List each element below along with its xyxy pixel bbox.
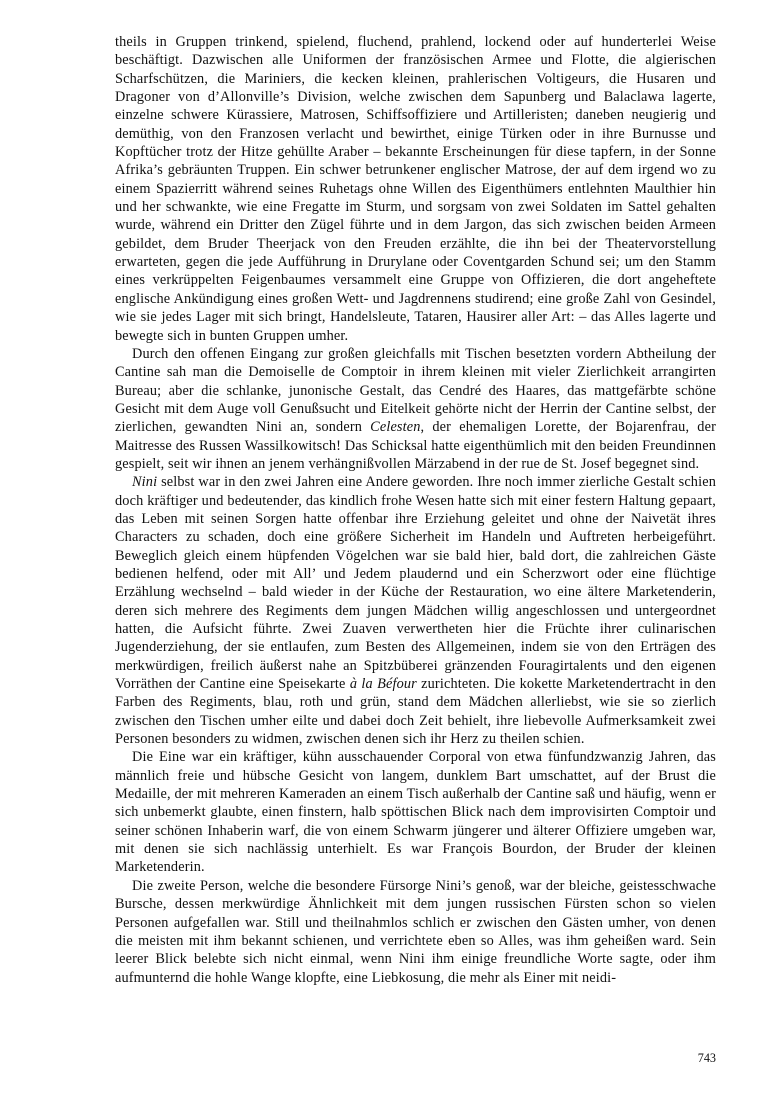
paragraph [115, 33, 716, 345]
text-run: selbst war in den zwei Jahren eine Andere geworden. Ihre noch immer zierliche Gestalt schien doch kräftiger und bedeutender, das kindlich frohe Wesen hatte sich mit einer festern Haltung gepaart, das Leben mit seinen Sorgen hatte offenbar ihre Erziehung geleitet und ohne der Naivetät ihres Characters zu schaden, doch eine größere Sicherheit im Handeln und Auftreten herbeigeführt. Beweglich gleich einem hüpfenden Vögelchen war sie bald hier, bald dort, die zahlreichen Gäste bedienen helfend, oder mit All’ und Jedem plaudernd und ein Scherzwort oder eine flüchtige Erzählung wechselnd – bald wieder in der Küche der Restauration, wo eine ältere Marketenderin, deren sich mehrere des Regiments dem jungen Mädchen willig angeschlossen und untergeordnet hatten, die Aufsicht führte. Zwei Zuaven verwertheten hier die Früchte ihrer culinarischen Jugenderziehung, der sie entlaufen, zum Besten des Allgemeinen, indem sie von den Erträgen des merkwürdigen, freilich äußerst nahe an Spitzbüberei gränzenden Fouragirtalents und den eigenen Vorräthen der Cantine eine Speisekarte [115, 474, 716, 693]
italic-text-run: Celesten [370, 419, 421, 436]
paragraph [115, 345, 716, 473]
text-run: Die Eine war ein kräftiger, kühn ausschauender Corporal von etwa fünfundzwanzig Jahren, das männlich freie und hübsche Gesicht von langem, dunklem Bart umschattet, auf der Brust die Medaille, der mit mehreren Kameraden an einem Tisch außerhalb der Cantine saß und häufig, wenn er sich unbemerkt glaubte, einen finstern, halb spöttischen Blick nach dem improvisirten Comptoir und seiner schönen Inhaberin warf, die von einem Schwarm jüngerer und älterer Offiziere umgeben war, mit denen sie sich nachlässig unterhielt. Es war François Bourdon, der Bruder der kleinen Marketenderin. [115, 749, 716, 876]
page-number: 743 [697, 1051, 716, 1065]
text-run: theils in Gruppen trinkend, spielend, fluchend, prahlend, lockend oder auf hunderterlei Weise beschäftigt. Dazwischen alle Uniformen der französischen Armee und Flotte, die algierischen Scharfschützen, die Mariniers, die kecken kleinen, prahlerischen Voltigeurs, die Husaren und Dragoner von d’Allonville’s Division, welche zwischen dem Sapunberg und Balaclawa lagerte, einzelne schwere Kürassiere, Matrosen, Schiffsoffiziere und Artilleristen; daneben neugierig und demüthig, von den Franzosen verlacht und bewirthet, einige Türken oder in ihre Burnusse und Kopftücher trotz der Hitze gehüllte Araber – bekannte Erscheinungen für diese tapfern, in der Sonne Afrika’s gebräunten Truppen. Ein schwer betrunkener englischer Matrose, der auf dem irgend wo zu einem Spazierritt während seines Ruhetags ohne Willen des Eigenthümers entlehnten Maulthier hin und her schwankte, wie eine Fregatte im Sturm, und sorgsam von zwei Soldaten im Sattel gehalten wurde, während ein Dritter den Zügel führte und in dem Jargon, das sich zwischen beiden Armeen gebildet, dem Bruder Theerjack von den Freuden erzählte, die ihn bei der Theatervorstellung erwarteten, gegen die jede Aufführung in Drurylane oder Coventgarden Schund sei; um den Stamm eines verkrüppelten Feigenbaumes versammelt eine Gruppe von Offizieren, die dort angeheftete englische Ankündigung eines großen Wett- und Jagdrennens studirend; eine große Zahl von Gesindel, wie sie jedes Lager mit sich bringt, Handelsleute, Tataren, Hausirer aller Art: – das Alles lagerte und bewegte sich in bunten Gruppen umher. [115, 34, 716, 344]
italic-text-run: à la Béfour [349, 676, 417, 693]
paragraph [115, 877, 716, 987]
paragraph [115, 473, 716, 748]
text-run: Durch den offenen Eingang zur großen gleichfalls mit Tischen besetzten vordern Abtheilung der Cantine sah man die Demoiselle de Comptoir in ihrem kleinen mit vieler Zierlichkeit arrangirten Bureau; aber die schlanke, junonische Gestalt, das Cendré des Haares, das mattgefärbte schöne Gesicht mit dem Auge voll Genußsucht und Eitelkeit gehörte nicht der Herrin der Cantine selbst, der zierlichen, gewandten Nini an, sondern [115, 345, 716, 436]
text-run: Die zweite Person, welche die besondere Fürsorge Nini’s genoß, war der bleiche, geistesschwache Bursche, dessen merkwürdige Ähnlichkeit mit dem jungen russischen Fürsten schon so vielen Personen aufgefallen war. Still und theilnahmlos schlich er zwischen den Gästen umher, von denen die meisten mit ihm bekannt schienen, und verrichtete eben so Alles, was ihm geheißen ward. Sein leerer Blick belebte sich nicht einmal, wenn Nini ihm einige freundliche Worte sagte, oder ihm aufmunternd die hohle Wange klopfte, eine Liebkosung, die mehr als Einer mit neidi- [115, 877, 716, 986]
text-run: zurichteten. Die kokette Marketendertracht in den Farben des Regiments, blau, roth und grün, stand dem Mädchen allerliebst, wie sie so zierlich zwischen den Tischen umher eilte und dabei doch Zeit behielt, ihre liebevolle Aufmerksamkeit zwei Personen besonders zu widmen, zwischen denen sich ihr Herz zu theilen schien. [115, 676, 717, 748]
text-block [115, 33, 716, 987]
italic-text-run: Nini [132, 474, 158, 491]
paragraph [115, 748, 716, 876]
text-run: , der ehemaligen Lorette, der Bojarenfrau, der Maitresse des Russen Wassilkowitsch! Das Schicksal hatte eigenthümlich mit den beiden Freundinnen gespielt, seit wir ihnen an jenem verhängnißvollen Märzabend in der rue de St. Josef begegnet sind. [115, 419, 716, 472]
